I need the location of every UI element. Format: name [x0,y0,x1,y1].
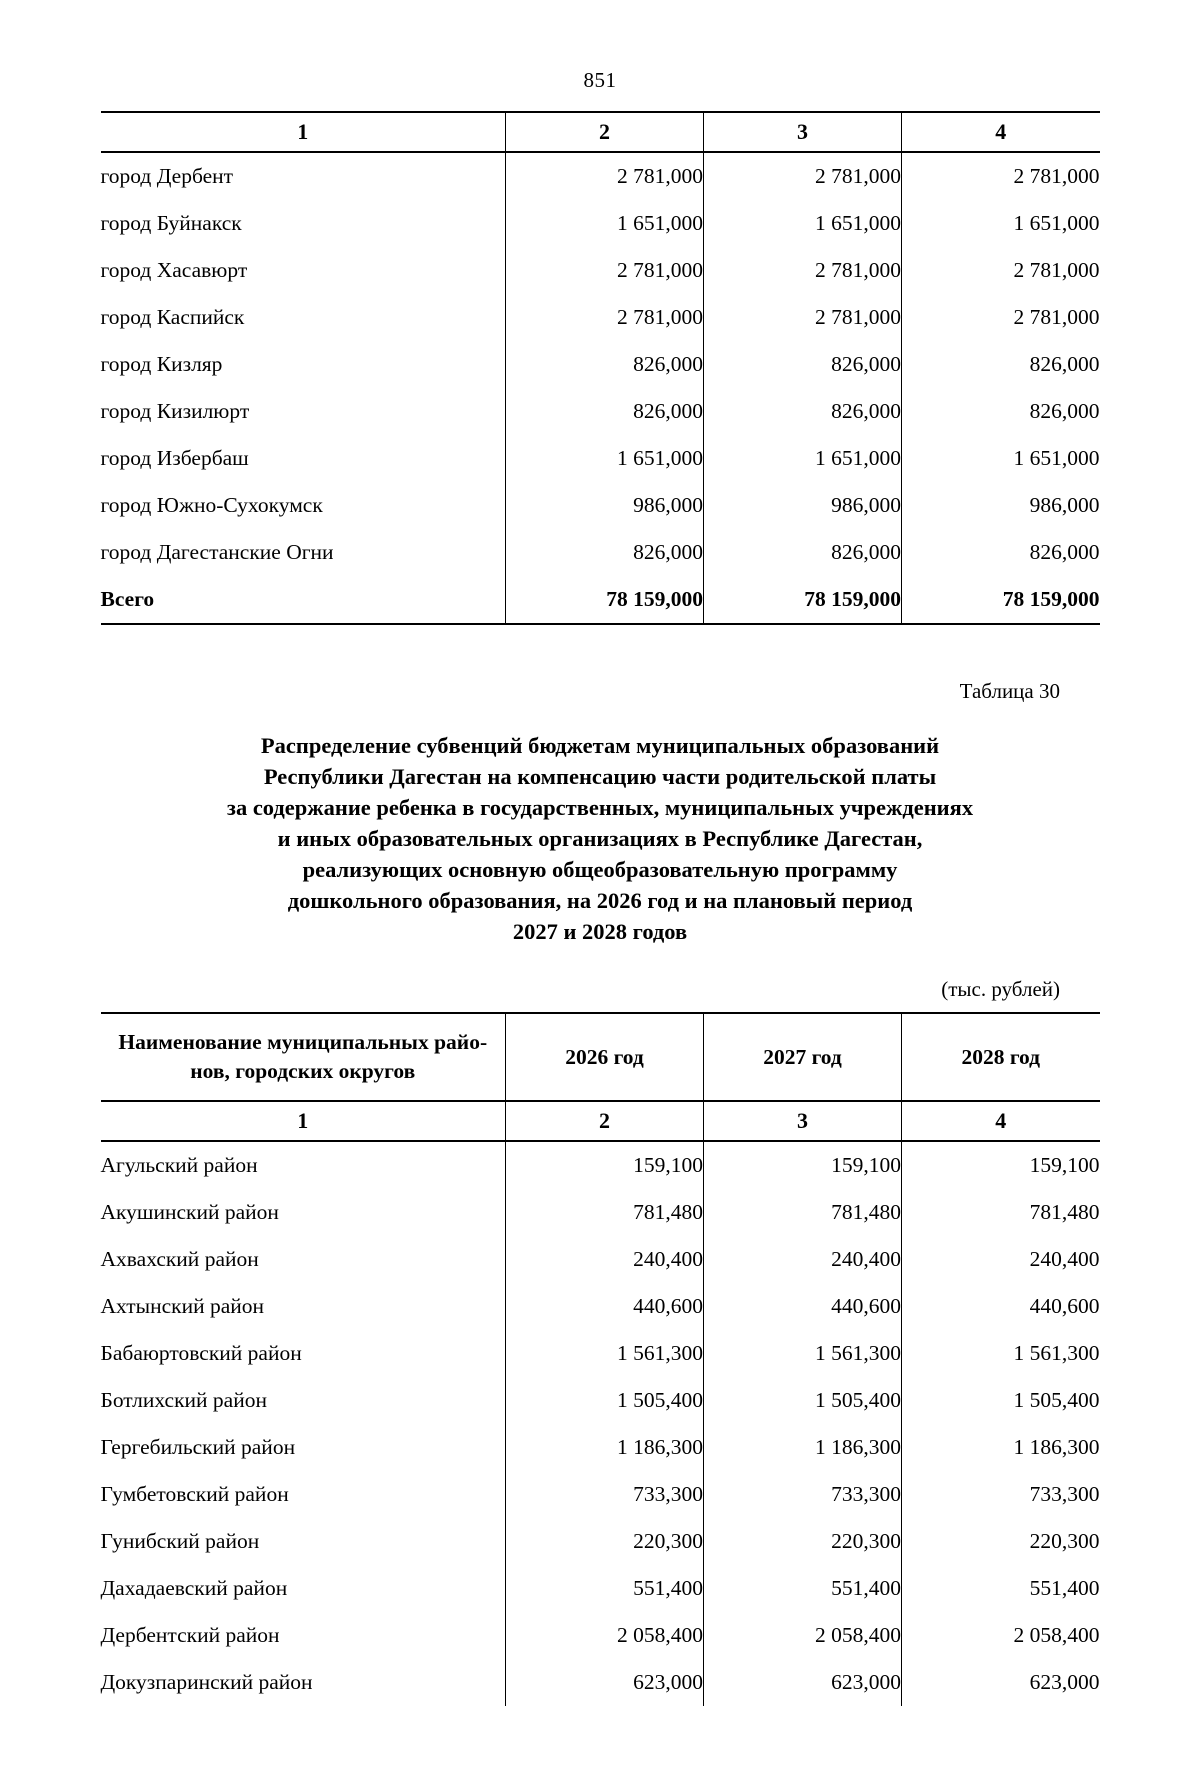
row-value-2026: 1 186,300 [506,1424,704,1471]
row-value-2027: 159,100 [704,1141,902,1189]
row-name: город Южно-Сухокумск [100,493,323,517]
row-value-2028: 2 781,000 [902,247,1100,294]
row-value-2026: 733,300 [506,1471,704,1518]
table-row [101,1141,1100,1189]
row-value-2026: 2 781,000 [506,247,704,294]
table-two-body [101,1013,1100,1706]
row-value-2026: 159,100 [506,1141,704,1189]
column-number-2: 2 [506,1101,704,1141]
row-value-2027: 1 651,000 [704,435,902,482]
row-value-2028: 440,600 [902,1283,1100,1330]
column-number-3: 3 [704,1101,902,1141]
table-row [101,1518,1100,1565]
row-value-2028: 78 159,000 [902,576,1100,624]
row-value-2027: 623,000 [704,1659,902,1706]
row-value-2028: 2 781,000 [902,152,1100,200]
row-value-2026: 78 159,000 [506,576,704,624]
document-title-line-1: Распределение субвенций бюджетам муниципальных образований [260,733,940,758]
document-title-line-6: дошкольного образования, на 2026 год и на плановый период [287,888,913,913]
row-value-2027: 781,480 [704,1189,902,1236]
document-title-line-4: и иных образовательных организациях в Республике Дагестан, [277,826,923,851]
table-two-header-row [101,1013,1100,1101]
row-name: город Дагестанские Огни [100,540,334,564]
row-value-2027: 2 058,400 [704,1612,902,1659]
row-value-2026: 220,300 [506,1518,704,1565]
document-page [0,68,1200,1779]
table-row [101,152,1100,200]
row-value-2028: 733,300 [902,1471,1100,1518]
row-value-2026: 1 505,400 [506,1377,704,1424]
row-name: Гумбетовский район [100,1482,289,1506]
row-name: Ахвахский район [100,1247,259,1271]
table-row [101,1424,1100,1471]
table-row [101,1565,1100,1612]
column-number-row [101,112,1100,152]
row-value-2027: 733,300 [704,1471,902,1518]
table-row [101,1612,1100,1659]
header-year-2028: 2028 год [902,1013,1100,1101]
row-value-2026: 986,000 [506,482,704,529]
row-value-2028: 220,300 [902,1518,1100,1565]
row-value-2026: 440,600 [506,1283,704,1330]
row-name: город Дербент [100,164,234,188]
row-value-2027: 1 651,000 [704,200,902,247]
units-note: (тыс. рублей) [941,977,1060,1001]
row-name: город Избербаш [100,446,249,470]
document-title-line-3: за содержание ребенка в государственных, муниципальных учреждениях [226,795,974,820]
column-number-1: 1 [297,1108,309,1133]
row-value-2028: 2 058,400 [902,1612,1100,1659]
row-value-2028: 1 651,000 [902,435,1100,482]
row-value-2028: 826,000 [902,529,1100,576]
row-name: город Кизилюрт [100,399,250,423]
row-value-2027: 2 781,000 [704,152,902,200]
row-name: Докузпаринский район [100,1670,313,1694]
table-row [101,529,1100,576]
row-value-2028: 240,400 [902,1236,1100,1283]
row-value-2026: 2 781,000 [506,152,704,200]
row-value-2028: 551,400 [902,1565,1100,1612]
row-name: город Буйнакск [100,211,242,235]
row-value-2026: 1 651,000 [506,200,704,247]
row-value-2027: 826,000 [704,529,902,576]
row-value-2026: 826,000 [506,529,704,576]
column-number-2: 2 [506,112,704,152]
row-value-2028: 1 505,400 [902,1377,1100,1424]
row-value-2028: 1 651,000 [902,200,1100,247]
row-value-2028: 159,100 [902,1141,1100,1189]
header-name-line-1: Наименование муниципальных райо- [118,1030,488,1054]
column-number-row [101,1101,1100,1141]
table-row [101,1659,1100,1706]
header-year-2027: 2027 год [704,1013,902,1101]
row-value-2027: 551,400 [704,1565,902,1612]
header-name-column [101,1013,506,1101]
table-row [101,1283,1100,1330]
row-name: Ботлихский район [100,1388,267,1412]
table-row [101,200,1100,247]
row-name: город Каспийск [100,305,245,329]
header-year-2026: 2026 год [506,1013,704,1101]
row-value-2026: 826,000 [506,388,704,435]
row-value-2028: 781,480 [902,1189,1100,1236]
row-value-2028: 986,000 [902,482,1100,529]
table-one-container [0,111,1200,625]
row-name: Всего [100,587,155,611]
document-title-line-2: Республики Дагестан на компенсацию части родительской платы [263,764,937,789]
row-value-2028: 1 561,300 [902,1330,1100,1377]
row-value-2026: 551,400 [506,1565,704,1612]
row-name: город Хасавюрт [100,258,248,282]
row-value-2026: 1 561,300 [506,1330,704,1377]
column-number-4: 4 [902,1101,1100,1141]
row-name: Акушинский район [100,1200,279,1224]
table-row [101,1189,1100,1236]
table-row [101,341,1100,388]
document-title-line-5: реализующих основную общеобразовательную программу [302,857,898,882]
row-name: Дахадаевский район [100,1576,288,1600]
row-value-2026: 781,480 [506,1189,704,1236]
row-value-2027: 1 186,300 [704,1424,902,1471]
page-number: 851 [583,68,617,92]
document-title [150,730,1050,947]
row-value-2027: 1 561,300 [704,1330,902,1377]
row-value-2027: 1 505,400 [704,1377,902,1424]
row-name: город Кизляр [100,352,223,376]
row-value-2027: 826,000 [704,341,902,388]
row-value-2028: 1 186,300 [902,1424,1100,1471]
row-value-2028: 826,000 [902,341,1100,388]
row-value-2027: 2 781,000 [704,294,902,341]
header-name-line-2: нов, городских округов [190,1059,416,1083]
table-two-container [0,1012,1200,1706]
row-value-2027: 986,000 [704,482,902,529]
row-value-2027: 440,600 [704,1283,902,1330]
row-value-2028: 623,000 [902,1659,1100,1706]
column-number-3: 3 [704,112,902,152]
row-value-2027: 240,400 [704,1236,902,1283]
row-name: Гунибский район [100,1529,260,1553]
row-value-2026: 2 781,000 [506,294,704,341]
row-name: Дербентский район [100,1623,280,1647]
table-two [101,1012,1100,1706]
row-name: Агульский район [100,1153,258,1177]
table-row [101,1471,1100,1518]
row-name: Бабаюртовский район [100,1341,302,1365]
row-value-2026: 1 651,000 [506,435,704,482]
row-value-2026: 2 058,400 [506,1612,704,1659]
row-value-2027: 78 159,000 [704,576,902,624]
column-number-4: 4 [902,112,1100,152]
table-one-body [101,112,1100,624]
row-value-2026: 240,400 [506,1236,704,1283]
table-one [101,111,1100,625]
row-name: Ахтынский район [100,1294,265,1318]
row-value-2027: 220,300 [704,1518,902,1565]
row-value-2027: 826,000 [704,388,902,435]
row-value-2027: 2 781,000 [704,247,902,294]
table-row [101,1236,1100,1283]
table-row [101,294,1100,341]
table-row [101,247,1100,294]
table-row [101,1330,1100,1377]
row-value-2026: 623,000 [506,1659,704,1706]
table-row [101,435,1100,482]
table-row [101,388,1100,435]
table-row [101,1377,1100,1424]
row-value-2026: 826,000 [506,341,704,388]
document-title-line-7: 2027 и 2028 годов [512,919,688,944]
table-total-row [101,576,1100,624]
row-name: Гергебильский район [100,1435,296,1459]
column-number-1: 1 [297,119,309,144]
table-row [101,482,1100,529]
row-value-2028: 826,000 [902,388,1100,435]
row-value-2028: 2 781,000 [902,294,1100,341]
table-label: Таблица 30 [959,679,1060,703]
